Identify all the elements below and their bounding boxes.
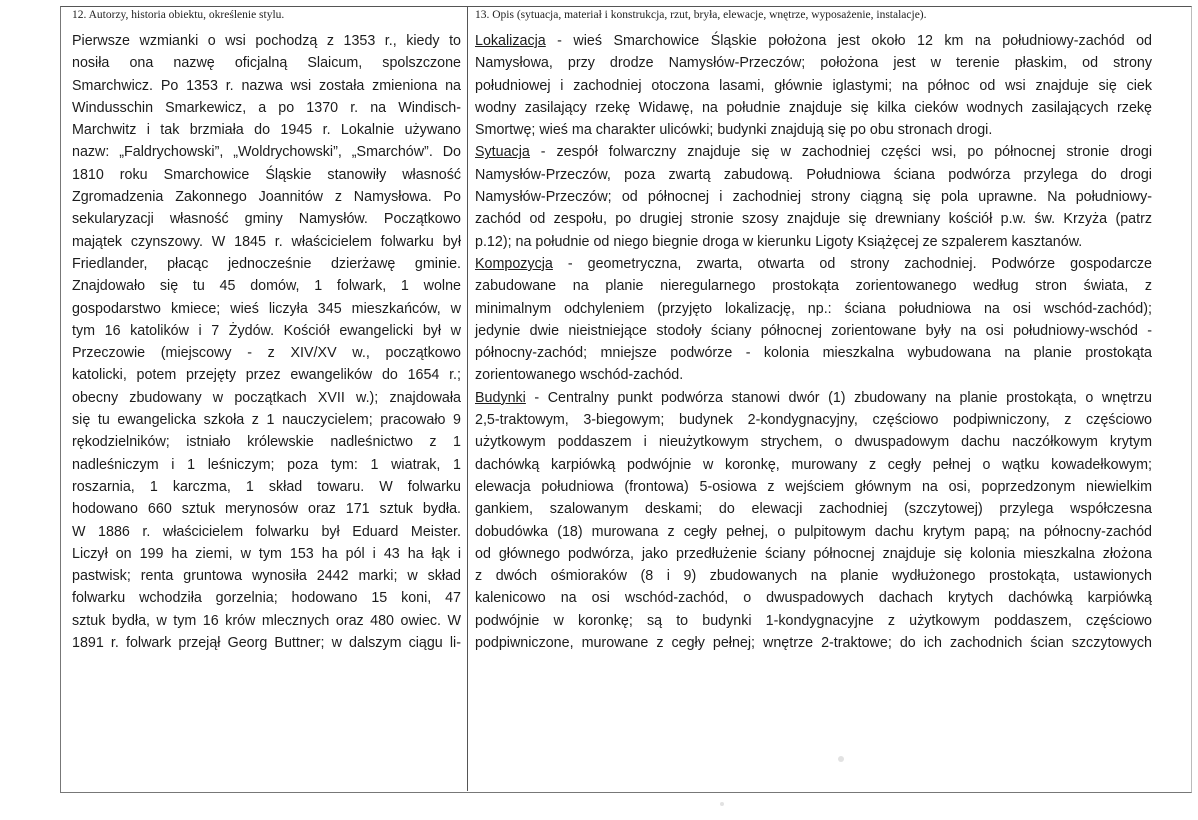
- description-text: - wieś Smarchowice Śląskie położona jest około 12 km na południowy-zachód od: [545, 33, 1152, 49]
- description-text-line: [475, 97, 1152, 119]
- description-text: użytkowym poddaszem i nieużytkowym strychem, o dwuspadowym dachu naczółkowym krytym: [475, 434, 1152, 451]
- history-text-line: folwarku wchodziła gorzelnia; hodowano 15 koni, 47: [72, 590, 461, 607]
- description-text-line: [475, 409, 1152, 431]
- description-text: Namysłów-Przeczów, poza zwartą zabudową. Południowa ściana podwórza przylega do drogi: [475, 166, 1152, 183]
- history-text-line: pastwisk; renta gruntowa wynosiła 2442 marki; w skład: [72, 568, 461, 585]
- description-text: p.12); na południe od niego biegnie droga w kierunku Ligoty Książęcej ze szpalerem kasztanów.: [475, 233, 1083, 250]
- history-text-line: rękodzielników; istniało królewskie nadleśnictwo z 1: [72, 434, 461, 451]
- history-text-line: nazw: „Faldrychowski”, „Woldrychowski”, „Smarchów”. Do: [72, 144, 461, 161]
- description-text: Namysłów-Przeczów; od północnej i zachodniej strony ciągną się pola uprawne. Na południowy-: [475, 189, 1152, 206]
- description-text: Namysłowa, przy drodze Namysłów-Przeczów; położona jest w terenie płaskim, od strony: [475, 55, 1152, 72]
- description-text-line: [475, 543, 1152, 565]
- history-text-line: tym 16 katolików i 7 Żydów. Kościół ewangelicki był w: [72, 322, 461, 339]
- history-column: [72, 30, 461, 654]
- description-text: elewacja południowa (frontowa) 5-osiowa z wejściem głównym na osi, poprzedzonym niewielkim: [475, 478, 1152, 495]
- description-text-line: [475, 320, 1152, 342]
- scan-speck: [720, 802, 724, 806]
- description-text-line: [475, 498, 1152, 520]
- history-text-line: Marchwitz i tak brzmiała do 1945 r. Lokalnie używano: [72, 122, 461, 139]
- description-text: północny-zachód; mniejsze podwórze - kolonia mieszkalna wybudowana na planie prostokąta: [475, 345, 1152, 362]
- description-text: od głównego podwórza, jako przedłużenie ściany północnej znajduje się kolonia mieszkalna złożona: [475, 545, 1152, 562]
- column-divider: [467, 6, 468, 791]
- description-text-line: [475, 52, 1152, 74]
- history-text-line: sztuk bydła, w tym 16 krów mlecznych oraz 480 owiec. W: [72, 612, 461, 629]
- description-text-line: [475, 454, 1152, 476]
- description-text: zabudowane na planie nieregularnego prostokąta zorientowanego według stron świata, z: [475, 278, 1152, 295]
- history-text-line: sekularyzacji własność gminy Namysłów. Początkowo: [72, 211, 461, 228]
- description-text-line: [475, 587, 1152, 609]
- section-label: Lokalizacja: [475, 33, 546, 49]
- description-text: południowej i zachodniej otoczona lasami, głównie iglastymi; na północ od wsi znajduje się ciek: [475, 77, 1152, 94]
- description-text-line: [475, 476, 1152, 498]
- description-text-line: [475, 164, 1152, 186]
- history-text-line: Smarchwicz. Po 1353 r. nazwa wsi została zmieniona na: [72, 77, 461, 94]
- description-text-line: [475, 632, 1152, 654]
- description-text: podpiwniczone, murowane z cegły pełnej; wnętrze 2-traktowe; do ich zachodnich ścian szczytowych: [475, 635, 1152, 652]
- description-text-line: [475, 275, 1152, 297]
- history-text-line: Windusschin Smarkewicz, a po 1370 r. na Windisch-: [72, 99, 461, 116]
- history-text-line: Liczył on 199 ha ziemi, w tym 153 ha pól i 43 ha łąk i: [72, 545, 461, 562]
- description-text-line: [475, 610, 1152, 632]
- section-12-heading: 12. Autorzy, historia obiektu, określenie stylu.: [72, 9, 285, 21]
- scan-speck: [838, 756, 844, 762]
- section-label: Kompozycja: [475, 255, 553, 272]
- description-text: minimalnym odchyleniem (przyjęto lokalizację, np.: ściana południowa na osi wschód-zachód);: [475, 300, 1152, 317]
- description-column: [475, 30, 1152, 654]
- description-text-line: [475, 521, 1152, 543]
- description-text: dobudówka (18) murowana z cegły pełnej, o pulpitowym dachu krytym papą; na północny-zachód: [475, 523, 1152, 540]
- history-text-line: 1891 r. folwark przejął Georg Buttner; w dalszym ciągu li-: [72, 635, 461, 652]
- history-text-line: Pierwsze wzmianki o wsi pochodzą z 1353 r., kiedy to: [72, 33, 461, 49]
- description-text-line: [475, 431, 1152, 453]
- description-text: Smortwę; wieś ma charakter ulicówki; budynki znajdują się po obu stronach drogi.: [475, 122, 993, 139]
- description-text: 2,5-traktowym, 3-biegowym; budynek 2-kondygnacyjny, częściowo podpiwniczony, z częściowo: [475, 412, 1152, 429]
- section-label: Budynki: [475, 389, 526, 406]
- history-text-line: obecny zbudowany w początkach XVII w.); znajdowała: [72, 389, 461, 406]
- description-text-line: [475, 186, 1152, 208]
- description-text-line: [475, 342, 1152, 364]
- history-text-line: majątek czynszowy. W 1845 r. właścicielem folwarku był: [72, 233, 461, 250]
- description-text-line: [475, 253, 1152, 275]
- history-text-line: Zgromadzenia Zakonnego Joannitów z Namysłowa. Po: [72, 189, 461, 206]
- description-text: jedynie dwie nieistniejące stodoły ściany północnej zorientowane były na osi południowy-wschód -: [475, 322, 1152, 339]
- history-text-line: Przeczowie (miejscowy - z XIV/XV w., początkowo: [72, 345, 461, 362]
- history-text-line: nosiła ona nazwę oficjalną Slaicum, spolszczone: [72, 55, 461, 72]
- description-text-line: [475, 119, 1152, 141]
- description-text: - zespół folwarczny znajduje się w zachodniej części wsi, po północnej stronie drogi: [529, 144, 1152, 161]
- history-text-line: gospodarstwo kmiece; wieś liczyła 345 mieszkańców, w: [72, 300, 461, 317]
- description-text-line: [475, 364, 1152, 386]
- description-text: kalenicowo na osi wschód-zachód, o dwuspadowych dachach krytych dachówką karpiówką: [475, 590, 1152, 607]
- history-text-line: Friedlander, płacąc jednocześnie dzierżawę gminie.: [72, 255, 461, 272]
- section-label: Sytuacja: [475, 144, 530, 161]
- description-text-line: [475, 387, 1152, 409]
- history-text-line: roszarnia, 1 karczma, 1 skład towaru. W folwarku: [72, 478, 461, 495]
- history-text-line: katolicki, potem przejęty przez ewangelików do 1654 r.;: [72, 367, 461, 384]
- description-text-line: [475, 298, 1152, 320]
- description-text-line: [475, 565, 1152, 587]
- section-13-heading: 13. Opis (sytuacja, materiał i konstrukcja, rzut, bryła, elewacje, wnętrze, wyposażenie, instalacje).: [475, 9, 927, 21]
- history-text-line: hodowano 660 sztuk merynosów oraz 171 sztuk bydła.: [72, 501, 461, 518]
- history-text-line: 1810 roku Smarchowice Śląskie stanowiły własność: [72, 166, 461, 183]
- description-text: - geometryczna, zwarta, otwarta od strony zachodniej. Podwórze gospodarcze: [552, 255, 1152, 272]
- description-text: dachówką karpiówką podwójnie w koronkę, murowany z cegły pełnej o wątku kowadełkowym;: [475, 456, 1152, 473]
- history-text-line: nadleśniczym i 1 leśniczym; poza tym: 1 wiatrak, 1: [72, 456, 461, 473]
- description-text: podwójnie w koronkę; są to budynki 1-kondygnacyjne z użytkowym poddaszem, częściowo: [475, 612, 1152, 629]
- description-text: - Centralny punkt podwórza stanowi dwór (1) zbudowany na planie prostokąta, o wnętrzu: [525, 389, 1152, 406]
- description-text-line: [475, 30, 1152, 52]
- description-text-line: [475, 75, 1152, 97]
- description-text-line: [475, 208, 1152, 230]
- description-text: zachód od zespołu, po drugiej stronie szosy znajduje się drewniany kościół p.w. św. Krzyża (patrz: [475, 211, 1152, 228]
- description-text-line: [475, 231, 1152, 253]
- description-text: wodny zasilający rzekę Widawę, na południe znajduje się kilka cieków wodnych zasilających rzekę: [475, 99, 1152, 116]
- history-text-line: się tu ewangelicka szkoła z 1 nauczycielem; pracowało 9: [72, 412, 461, 429]
- description-text-line: [475, 141, 1152, 163]
- history-text-line: W 1886 r. właścicielem folwarku był Eduard Meister.: [72, 523, 461, 540]
- history-text-line: Znajdowało się tu 45 domów, 1 folwark, 1 wolne: [72, 278, 461, 295]
- description-text: z dwóch ośmioraków (8 i 9) zbudowanych na planie wydłużonego prostokąta, ustawionych: [475, 568, 1152, 585]
- description-text: gankiem, szalowanym deskami; do elewacji zachodniej (szczytowej) przylega współczesna: [475, 501, 1152, 518]
- description-text: zorientowanego wschód-zachód.: [475, 367, 684, 384]
